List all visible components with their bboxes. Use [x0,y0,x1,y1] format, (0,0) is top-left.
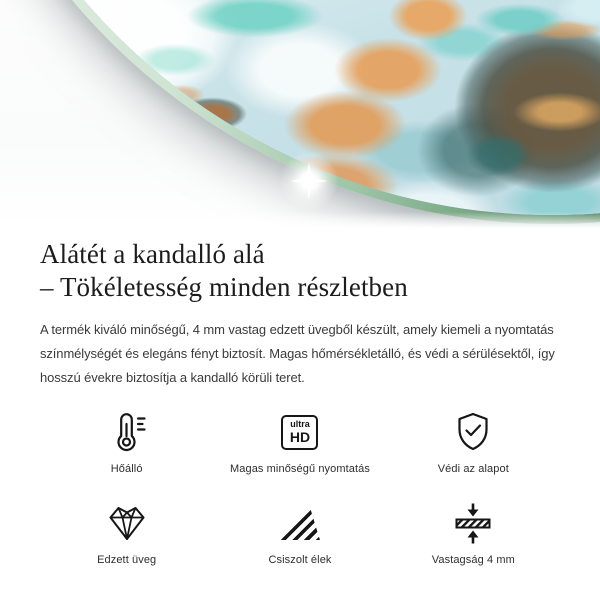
ultra-hd-icon [281,409,318,455]
thickness-icon [451,500,495,546]
page-title-line-2: – Tökéletesség minden részletben [40,272,408,303]
shield-check-icon [451,409,495,455]
thermometer-icon [105,409,149,455]
polished-edges-icon [280,500,320,546]
feature-heat-resistant [40,409,213,475]
feature-label: Védi az alapot [437,463,509,476]
feature-label: Magas minőségű nyomtatás [230,463,370,476]
product-info-section [0,230,600,566]
feature-label: Csiszolt élek [268,554,332,567]
product-description: A termék kiváló minőségű, 4 mm vastag edzett üvegből készült, amely kiemeli a nyomtatás színmélységét és elegáns fényt biztosít. Magas hőmérsékletálló, és védi a sérülésektől, így hosszú évekre biztosítja a kandalló körüli teret. [40,322,555,386]
feature-label: Edzett üveg [97,554,157,567]
diamond-icon [105,500,149,546]
glass-mat-artwork [0,0,600,215]
feature-protects-base [387,409,560,475]
feature-label: Vastagság 4 mm [431,554,515,567]
feature-label: Hőálló [110,463,143,476]
feature-thickness [387,500,560,566]
feature-polished-edges [213,500,386,566]
feature-tempered-glass [40,500,213,566]
glass-mat-photo [0,0,600,224]
ultra-hd-badge-top: ultra [290,419,310,430]
feature-high-quality-print [213,409,386,475]
page-title-line-1: Alátét a kandalló alá [40,239,265,269]
features-grid [40,409,560,566]
product-hero [0,0,600,230]
ultra-hd-badge-bottom: HD [289,429,311,446]
page-title [40,238,560,304]
